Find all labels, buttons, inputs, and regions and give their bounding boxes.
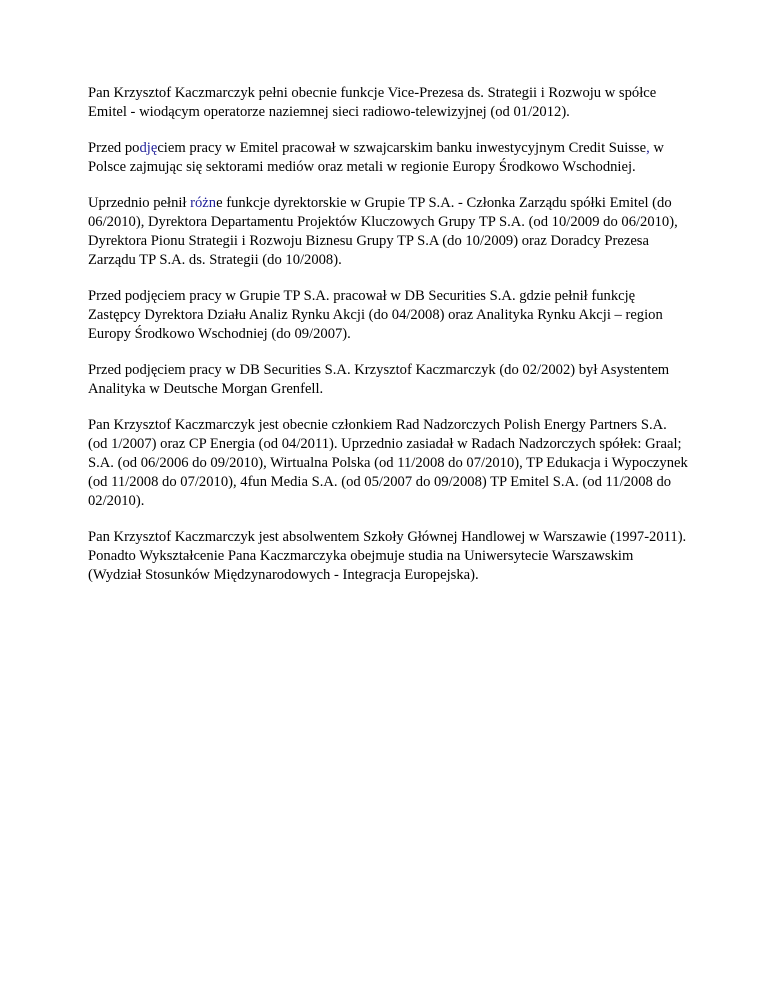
paragraph-text: e funkcje dyrektorskie w Grupie TP S.A. - Członka Zarządu spółki Emitel (do 06/2010), Dyrektora Departamentu Projektów Kluczowych Grupy TP S.A. (od 10/2009 do 06/2010), Dyrektora Pionu Strategii i Rozwoju Biznesu Grupy TP S.A (do 10/2009) oraz Doradcy Prezesa Zarządu TP S.A. ds. Strategii (do 10/2008). (88, 195, 678, 268)
paragraph-text: ciem pracy w Emitel pracował w szwajcarskim banku inwestycyjnym Credit Suisse (157, 140, 647, 156)
paragraph-text: Pan Krzysztof Kaczmarczyk pełni obecnie funkcje Vice-Prezesa ds. Strategii i Rozwoju w spółce Emitel - wiodącym operatorze naziemnej sieci radiowo-telewizyjnej (od 01/2012). (88, 85, 657, 120)
paragraph-education (88, 528, 688, 585)
paragraph-text: Przed podjęciem pracy w DB Securities S.A. Krzysztof Kaczmarczyk (do 02/2002) był Asystentem Analityka w Deutsche Morgan Grenfell. (88, 362, 670, 397)
paragraph-supervisory-boards (88, 416, 688, 511)
paragraph-deutsche-morgan-grenfell (88, 361, 688, 399)
paragraph-text: Uprzednio pełnił (88, 195, 191, 211)
paragraph-text: Pan Krzysztof Kaczmarczyk jest absolwentem Szkoły Głównej Handlowej w Warszawie (1997-2011). Ponadto Wykształcenie Pana Kaczmarczyka obejmuje studia na Uniwersytecie Warszawskim (Wydział Stosunków Międzynarodowych - Integracja Europejska). (88, 529, 687, 583)
paragraph-db-securities (88, 287, 688, 344)
paragraph-credit-suisse (88, 139, 688, 177)
paragraph-text: w Polsce zajmując się sektorami mediów oraz metali w regionie Europy Środkowo Wschodniej. (88, 140, 664, 175)
highlighted-text: różn (190, 195, 217, 211)
document-body (88, 84, 688, 602)
paragraph-text: Przed podjęciem pracy w Grupie TP S.A. pracował w DB Securities S.A. gdzie pełnił funkcję Zastępcy Dyrektora Działu Analiz Rynku Akcji (do 04/2008) oraz Analityka Rynku Akcji – region Europy Środkowo Wschodniej (do 09/2007). (88, 288, 663, 342)
highlighted-text: dję (139, 140, 158, 156)
paragraph-text: Pan Krzysztof Kaczmarczyk jest obecnie członkiem Rad Nadzorczych Polish Energy Partners S.A. (od 1/2007) oraz CP Energia (od 04/2011). Uprzednio zasiadał w Radach Nadzorczych spółek: Graal; S.A. (od 06/2006 do 09/2010), Wirtualna Polska (od 11/2008 do 07/2010), TP Edukacja i Wypoczynek (od 11/2008 do 07/2010), 4fun Media S.A. (od 05/2007 do 09/2008) TP Emitel S.A. (od 11/2008 do 02/2010). (88, 417, 688, 509)
paragraph-text: Przed po (88, 140, 140, 156)
highlighted-text: , (646, 140, 650, 156)
paragraph-tp-group-roles (88, 194, 688, 270)
paragraph-current-role (88, 84, 688, 122)
